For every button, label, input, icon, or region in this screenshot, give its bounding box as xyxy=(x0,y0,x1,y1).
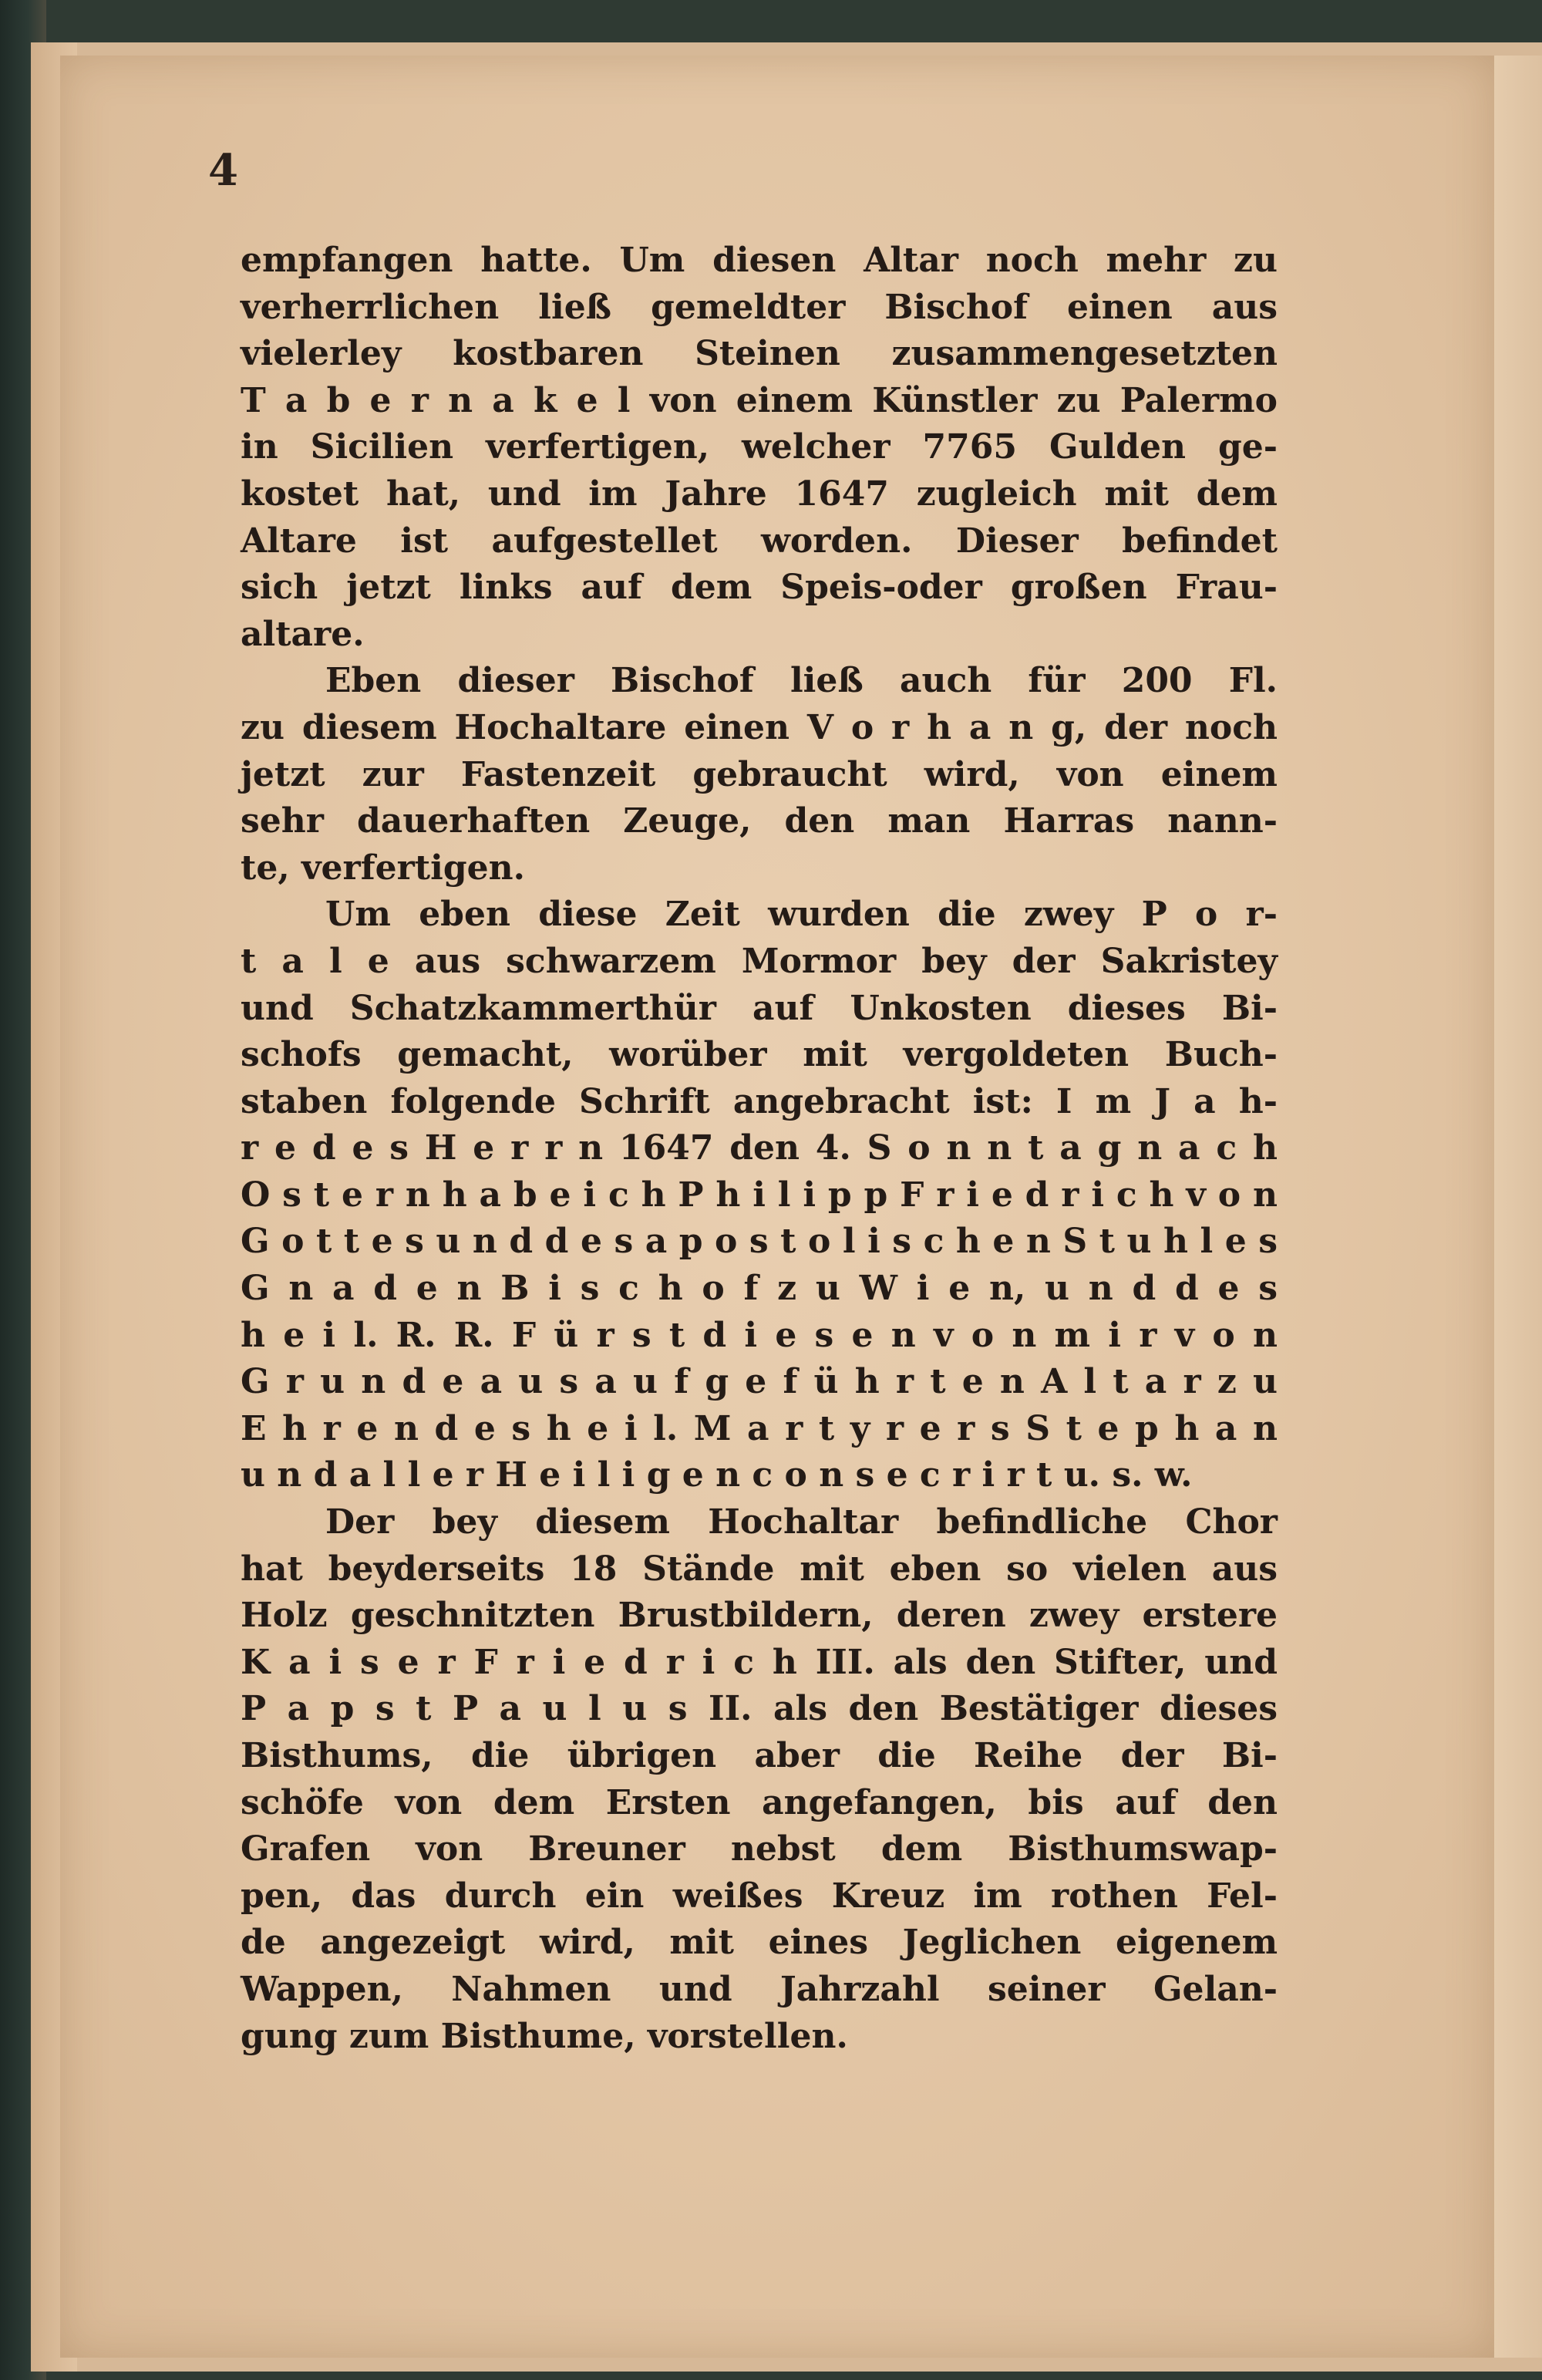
text-line: altare. xyxy=(241,614,365,654)
text-line: h e i l. R. R. F ü r s t d i e s e n v o n m i r v o n xyxy=(241,1315,1278,1355)
text-line: pen, das durch ein weißes Kreuz im rothen Fel- xyxy=(241,1876,1278,1916)
page-number: 4 xyxy=(208,145,238,196)
text-line: te, verfertigen. xyxy=(241,848,525,888)
text-line: staben folgende Schrift angebracht ist: I m J a h- xyxy=(241,1081,1278,1121)
text-line: sich jetzt links auf dem Speis-oder großen Frau- xyxy=(241,568,1278,608)
text-line: Grafen von Breuner nebst dem Bisthumswap- xyxy=(241,1829,1278,1869)
text-line: empfangen hatte. Um diesen Altar noch mehr zu xyxy=(241,241,1278,280)
text-line: r e d e s H e r r n 1647 den 4. S o n n t a g n a c h xyxy=(241,1128,1278,1168)
text-line: jetzt zur Fastenzeit gebraucht wird, von einem xyxy=(241,754,1278,794)
page-text xyxy=(241,238,1278,2060)
text-line: u n d a l l e r H e i l i g e n c o n s e c r i r t u. s. w. xyxy=(241,1455,1193,1495)
text-line: hat beyderseits 18 Stände mit eben so vielen aus xyxy=(241,1549,1278,1589)
text-line: in Sicilien verfertigen, welcher 7765 Gulden ge- xyxy=(241,427,1278,467)
text-line: T a b e r n a k e l von einem Künstler zu Palermo xyxy=(241,380,1278,420)
text-line: G r u n d e a u s a u f g e f ü h r t e n A l t a r z u xyxy=(241,1362,1278,1402)
text-line: K a i s e r F r i e d r i c h III. als den Stifter, und xyxy=(241,1642,1278,1682)
text-line: kostet hat, und im Jahre 1647 zugleich mit dem xyxy=(241,474,1278,514)
text-line: schöfe von dem Ersten angefangen, bis auf den xyxy=(241,1782,1278,1822)
text-line: G n a d e n B i s c h o f z u W i e n, u n d d e s xyxy=(241,1269,1278,1309)
text-line: verherrlichen ließ gemeldter Bischof einen aus xyxy=(241,287,1278,327)
text-line: Altare ist aufgestellet worden. Dieser befindet xyxy=(241,521,1278,561)
text-line: sehr dauerhaften Zeuge, den man Harras nann- xyxy=(241,801,1278,841)
text-line: zu diesem Hochaltare einen V o r h a n g, der noch xyxy=(241,707,1278,747)
text-line: Eben dieser Bischof ließ auch für 200 Fl. xyxy=(325,661,1278,701)
text-line: Wappen, Nahmen und Jahrzahl seiner Gelan- xyxy=(241,1969,1278,2009)
text-line: E h r e n d e s h e i l. M a r t y r e r s S t e p h a n xyxy=(241,1408,1278,1448)
text-line: O s t e r n h a b e i c h P h i l i p p F r i e d r i c h v o n xyxy=(241,1175,1278,1215)
text-line: Um eben diese Zeit wurden die zwey P o r- xyxy=(325,895,1278,935)
text-line: gung zum Bisthume, vorstellen. xyxy=(241,2016,848,2056)
text-line: schofs gemacht, worüber mit vergoldeten Buch- xyxy=(241,1035,1278,1075)
text-line: t a l e aus schwarzem Mormor bey der Sakristey xyxy=(241,941,1278,981)
text-line: G o t t e s u n d d e s a p o s t o l i s c h e n S t u h l e s xyxy=(241,1222,1278,1262)
text-line: und Schatzkammerthür auf Unkosten dieses Bi- xyxy=(241,988,1278,1028)
text-line: vielerley kostbaren Steinen zusammengesetzten xyxy=(241,334,1278,374)
text-line: Der bey diesem Hochaltar befindliche Chor xyxy=(325,1502,1278,1542)
text-line: de angezeigt wird, mit eines Jeglichen eigenem xyxy=(241,1923,1278,1963)
text-line: Holz geschnitzten Brustbildern, deren zwey erstere xyxy=(241,1596,1278,1636)
text-line: P a p s t P a u l u s II. als den Bestätiger dieses xyxy=(241,1689,1278,1729)
text-line: Bisthums, die übrigen aber die Reihe der Bi- xyxy=(241,1736,1278,1775)
